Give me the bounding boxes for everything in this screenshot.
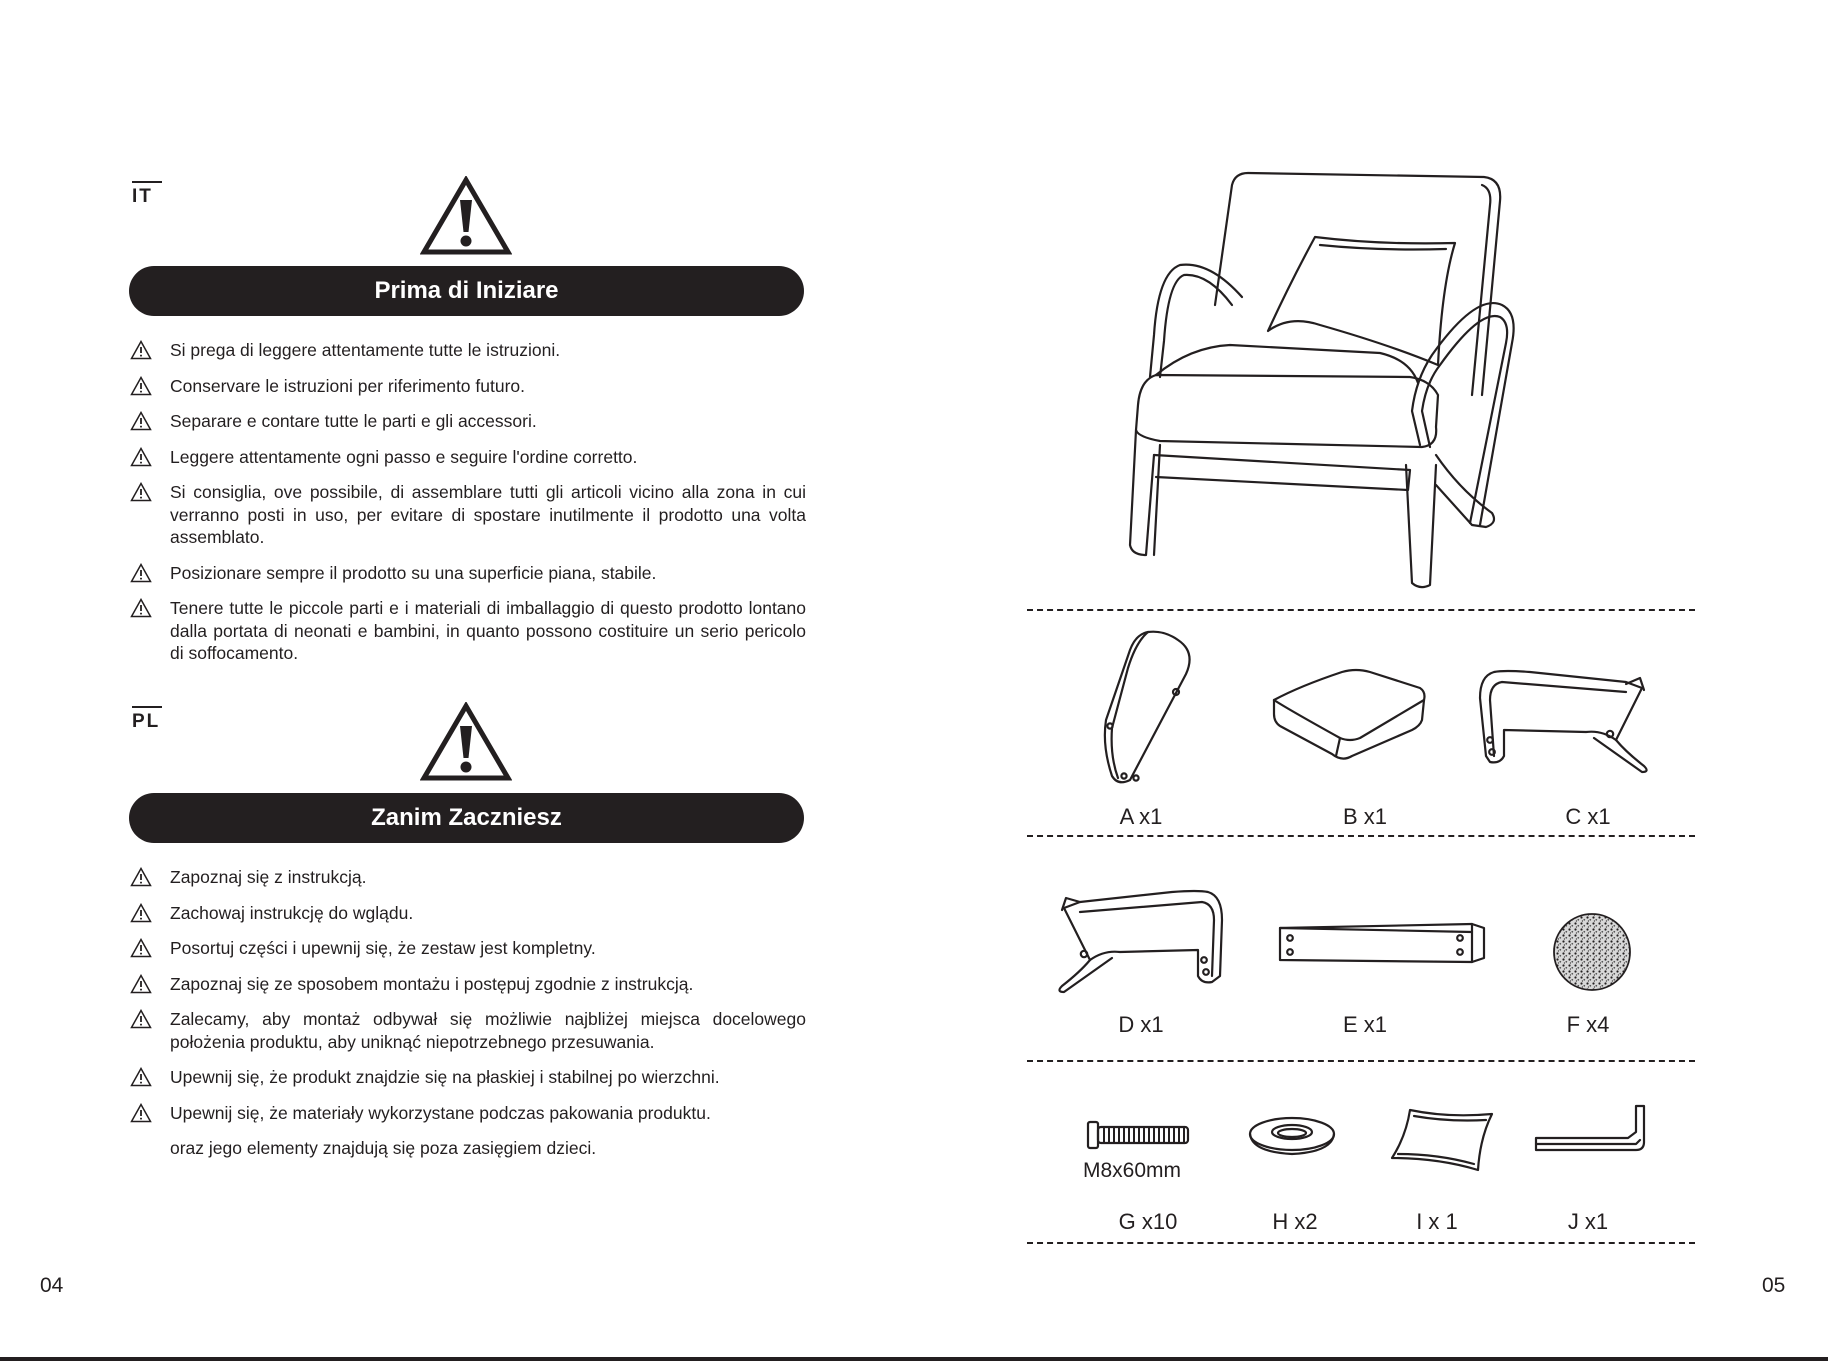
part-b-illustration	[1270, 668, 1430, 768]
page-bottom-edge	[0, 1357, 1828, 1361]
part-i-pillow-illustration	[1388, 1106, 1498, 1176]
warning-triangle-icon	[130, 563, 152, 583]
list-item-text: Tenere tutte le piccole parti e i materiali di imballaggio di questo prodotto lontano dalla portata di neonati e bambini, in quanto possono costituire un serio pericolo di soffocamento.	[170, 598, 806, 663]
page-number-left: 04	[40, 1274, 64, 1297]
warning-triangle-icon	[130, 1103, 152, 1123]
part-label: E x1	[1342, 1012, 1388, 1037]
divider	[1027, 835, 1695, 837]
list-item	[130, 410, 806, 433]
section-title-it: Prima di Iniziare	[374, 277, 559, 304]
part-label: H x2	[1272, 1209, 1318, 1234]
list-item	[130, 481, 806, 549]
list-item	[130, 375, 806, 398]
section-title-pl: Zanim Zaczniesz	[371, 804, 562, 831]
warning-triangle-icon	[130, 340, 152, 360]
armchair-illustration	[1120, 165, 1580, 595]
part-h-washer-illustration	[1246, 1112, 1338, 1160]
list-item	[130, 1102, 806, 1125]
list-item-continuation	[130, 1137, 806, 1160]
warning-triangle-icon	[130, 938, 152, 958]
list-item-text: Upewnij się, że materiały wykorzystane podczas pakowania produktu.	[170, 1102, 711, 1123]
list-item	[130, 973, 806, 996]
list-item	[130, 866, 806, 889]
part-label: I x 1	[1416, 1209, 1458, 1234]
part-d-illustration	[1050, 884, 1230, 994]
warning-triangle-icon	[130, 1067, 152, 1087]
part-label: B x1	[1342, 804, 1388, 829]
part-label: C x1	[1565, 804, 1611, 829]
part-e-illustration	[1276, 918, 1486, 964]
list-item-text: Leggere attentamente ogni passo e seguire l'ordine corretto.	[170, 446, 638, 467]
divider	[1027, 1060, 1695, 1062]
page-number-right: 05	[1762, 1274, 1786, 1297]
list-item-text: Zachowaj instrukcję do wglądu.	[170, 902, 414, 923]
list-item-text: Conservare le istruzioni per riferimento futuro.	[170, 375, 526, 396]
lang-code-it: IT	[132, 181, 162, 208]
part-j-hex-key-illustration	[1532, 1102, 1650, 1154]
warning-triangle-icon	[130, 598, 152, 618]
warning-triangle-icon	[130, 1009, 152, 1029]
divider	[1027, 609, 1695, 611]
list-item-text: Zapoznaj się z instrukcją.	[170, 867, 367, 887]
list-item	[130, 1066, 806, 1089]
instruction-list-it	[130, 339, 806, 678]
divider	[1027, 1242, 1695, 1244]
warning-triangle-icon	[130, 903, 152, 923]
warning-icon	[420, 176, 512, 256]
lang-code-pl: PL	[132, 706, 162, 733]
part-c-illustration	[1476, 664, 1656, 774]
part-label: G x10	[1118, 1209, 1178, 1234]
list-item-text: Zapoznaj się ze sposobem montażu i postępuj zgodnie z instrukcją.	[170, 973, 694, 994]
warning-triangle-icon	[130, 974, 152, 994]
list-item	[130, 597, 806, 665]
part-label: D x1	[1118, 1012, 1164, 1037]
section-banner-it	[129, 266, 804, 316]
list-item-text: Si consiglia, ove possibile, di assemblare tutti gli articoli vicino alla zona in cui verranno posti in uso, per evitare di spostare inutilmente il prodotto una volta assemblato.	[170, 482, 806, 547]
list-item	[130, 446, 806, 469]
list-item-text: Si prega di leggere attentamente tutte le istruzioni.	[170, 340, 561, 360]
warning-triangle-icon	[130, 867, 152, 887]
list-item	[130, 902, 806, 925]
section-banner-pl	[129, 793, 804, 843]
list-item-text: Posizionare sempre il prodotto su una superficie piana, stabile.	[170, 562, 657, 583]
warning-triangle-icon	[130, 376, 152, 396]
warning-triangle-icon	[130, 447, 152, 467]
list-item-text: oraz jego elementy znajdują się poza zasięgiem dzieci.	[170, 1138, 597, 1158]
list-item	[130, 1008, 806, 1053]
list-item-text: Posortuj części i upewnij się, że zestaw jest kompletny.	[170, 938, 596, 958]
list-item-text: Upewnij się, że produkt znajdzie się na płaskiej i stabilnej po wierzchni.	[170, 1067, 720, 1087]
part-label: F x4	[1566, 1012, 1610, 1037]
list-item	[130, 937, 806, 960]
list-item-text: Zalecamy, aby montaż odbywał się możliwie najbliżej miejsca docelowego położenia produktu, aby uniknąć niepotrzebnego przesuwania.	[170, 1009, 806, 1052]
part-g-bolt-illustration	[1084, 1118, 1194, 1154]
warning-triangle-icon	[130, 411, 152, 431]
warning-icon	[420, 702, 512, 782]
list-item-text: Separare e contare tutte le parti e gli accessori.	[170, 411, 537, 431]
instruction-list-pl	[130, 866, 806, 1173]
part-label: A x1	[1119, 804, 1163, 829]
part-a-illustration	[1100, 628, 1210, 788]
bolt-size-label: M8x60mm	[1083, 1159, 1182, 1182]
part-f-illustration	[1550, 910, 1634, 994]
part-label: J x1	[1567, 1209, 1609, 1234]
list-item	[130, 562, 806, 585]
list-item	[130, 339, 806, 362]
warning-triangle-icon	[130, 482, 152, 502]
